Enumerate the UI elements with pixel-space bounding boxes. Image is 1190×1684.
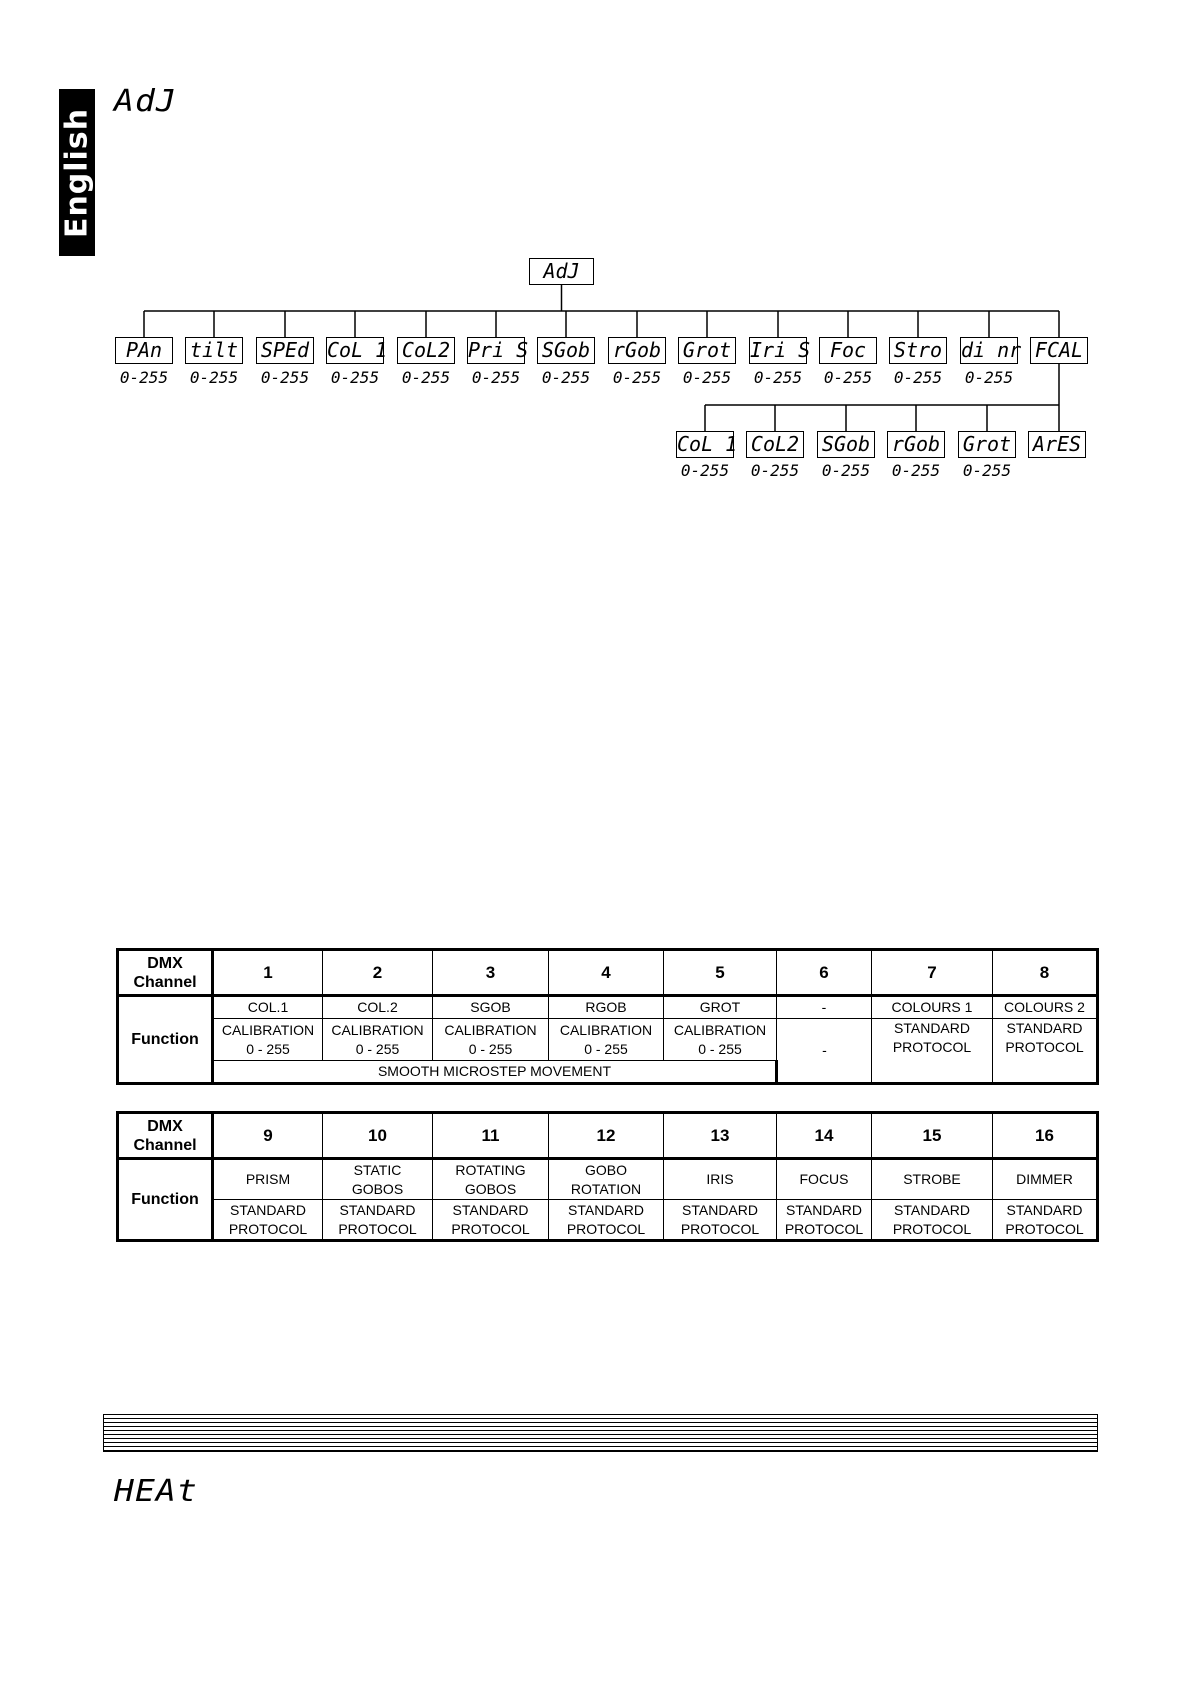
menu-node-range: 0-255 (962, 461, 1012, 480)
menu-node-level1: SGob (537, 337, 595, 364)
menu-node-root: AdJ (529, 258, 594, 285)
menu-node-level1: CoL 1 (327, 338, 388, 362)
channel-number: 3 (433, 950, 549, 996)
calibration-cell: CALIBRATION 0 - 255 (549, 1019, 664, 1061)
function-cell: COLOURS 2 (993, 996, 1098, 1019)
protocol-cell: STANDARD PROTOCOL (993, 1200, 1098, 1241)
menu-node-range: 0-255 (471, 368, 521, 387)
menu-node-range: 0-255 (753, 368, 803, 387)
menu-node-range: 0-255 (119, 368, 169, 387)
menu-node-level1: Grot (678, 337, 736, 364)
dmx-channel-table-2 (116, 1111, 1099, 1242)
protocol-cell: STANDARD PROTOCOL (872, 1019, 993, 1084)
menu-node-range: 0-255 (541, 368, 591, 387)
menu-node-range: 0-255 (891, 461, 941, 480)
channel-number: 7 (872, 950, 993, 996)
channel-number: 8 (993, 950, 1098, 996)
protocol-cell: STANDARD PROTOCOL (323, 1200, 433, 1241)
function-cell: IRIS (664, 1159, 777, 1200)
channel-number: 16 (993, 1113, 1098, 1159)
function-cell: COLOURS 1 (872, 996, 993, 1019)
channel-number: 2 (323, 950, 433, 996)
menu-node-range: 0-255 (189, 368, 239, 387)
calibration-cell: CALIBRATION 0 - 255 (213, 1019, 323, 1061)
menu-node-range: 0-255 (821, 461, 871, 480)
menu-node-range: 0-255 (401, 368, 451, 387)
function-cell: FOCUS (777, 1159, 872, 1200)
menu-node-level2: SGob (817, 431, 875, 458)
function-cell: - (777, 1019, 872, 1084)
channel-number: 15 (872, 1113, 993, 1159)
function-cell: COL.2 (323, 996, 433, 1019)
menu-node-level1: tilt (185, 337, 243, 364)
menu-node-range: 0-255 (964, 368, 1014, 387)
calibration-cell: CALIBRATION 0 - 255 (664, 1019, 777, 1061)
menu-node-level1: FCAL (1030, 337, 1088, 364)
menu-node-range: 0-255 (680, 461, 730, 480)
protocol-cell: STANDARD PROTOCOL (664, 1200, 777, 1241)
function-label: Function (118, 1159, 213, 1241)
channel-number: 12 (549, 1113, 664, 1159)
dmx-channel-header: DMX Channel (118, 1113, 213, 1159)
menu-node-level2: CoL 1 (677, 432, 738, 456)
function-cell: PRISM (213, 1159, 323, 1200)
microstep-cell: SMOOTH MICROSTEP MOVEMENT (213, 1061, 777, 1084)
channel-number: 6 (777, 950, 872, 996)
menu-node-level1: Pri S (468, 338, 529, 362)
menu-node-range: 0-255 (682, 368, 732, 387)
menu-node-range: 0-255 (612, 368, 662, 387)
channel-number: 14 (777, 1113, 872, 1159)
dmx-channel-table-1 (116, 948, 1099, 1085)
channel-number: 9 (213, 1113, 323, 1159)
menu-node-range: 0-255 (750, 461, 800, 480)
channel-number: 13 (664, 1113, 777, 1159)
channel-number: 5 (664, 950, 777, 996)
function-cell: DIMMER (993, 1159, 1098, 1200)
menu-node-level1: Stro (889, 337, 947, 364)
section-title: AdJ (114, 84, 177, 119)
menu-node-level1: Foc (819, 337, 877, 364)
function-cell: GROT (664, 996, 777, 1019)
channel-number: 1 (213, 950, 323, 996)
channel-number: 4 (549, 950, 664, 996)
function-cell: GOBO ROTATION (549, 1159, 664, 1200)
function-cell: COL.1 (213, 996, 323, 1019)
menu-node-level1: CoL2 (397, 337, 455, 364)
protocol-cell: STANDARD PROTOCOL (777, 1200, 872, 1241)
function-cell: SGOB (433, 996, 549, 1019)
channel-number: 10 (323, 1113, 433, 1159)
function-cell: RGOB (549, 996, 664, 1019)
footer-section-title: HEAt (114, 1474, 198, 1509)
menu-tree-connectors (0, 0, 1190, 500)
protocol-cell: STANDARD PROTOCOL (993, 1019, 1098, 1084)
menu-node-level2: CoL2 (746, 431, 804, 458)
language-tab-label: English (59, 107, 95, 238)
menu-node-level1: rGob (608, 337, 666, 364)
menu-node-range: 0-255 (893, 368, 943, 387)
dmx-channel-header: DMX Channel (118, 950, 213, 996)
channel-number: 11 (433, 1113, 549, 1159)
protocol-cell: STANDARD PROTOCOL (433, 1200, 549, 1241)
section-divider-stripe (103, 1414, 1098, 1452)
menu-node-level1: di nr (961, 338, 1022, 362)
function-cell: ROTATING GOBOS (433, 1159, 549, 1200)
menu-node-level2: Grot (958, 431, 1016, 458)
protocol-cell: STANDARD PROTOCOL (872, 1200, 993, 1241)
function-cell: - (777, 996, 872, 1019)
calibration-cell: CALIBRATION 0 - 255 (433, 1019, 549, 1061)
menu-node-level2: rGob (887, 431, 945, 458)
menu-node-range: 0-255 (330, 368, 380, 387)
function-label: Function (118, 996, 213, 1084)
calibration-cell: CALIBRATION 0 - 255 (323, 1019, 433, 1061)
menu-node-level1: SPEd (256, 337, 314, 364)
menu-node-range: 0-255 (260, 368, 310, 387)
menu-node-level1: PAn (115, 337, 173, 364)
protocol-cell: STANDARD PROTOCOL (549, 1200, 664, 1241)
function-cell: STROBE (872, 1159, 993, 1200)
menu-node-level2: ArES (1028, 431, 1086, 458)
protocol-cell: STANDARD PROTOCOL (213, 1200, 323, 1241)
menu-node-level1: Iri S (750, 338, 811, 362)
menu-node-range: 0-255 (823, 368, 873, 387)
function-cell: STATIC GOBOS (323, 1159, 433, 1200)
